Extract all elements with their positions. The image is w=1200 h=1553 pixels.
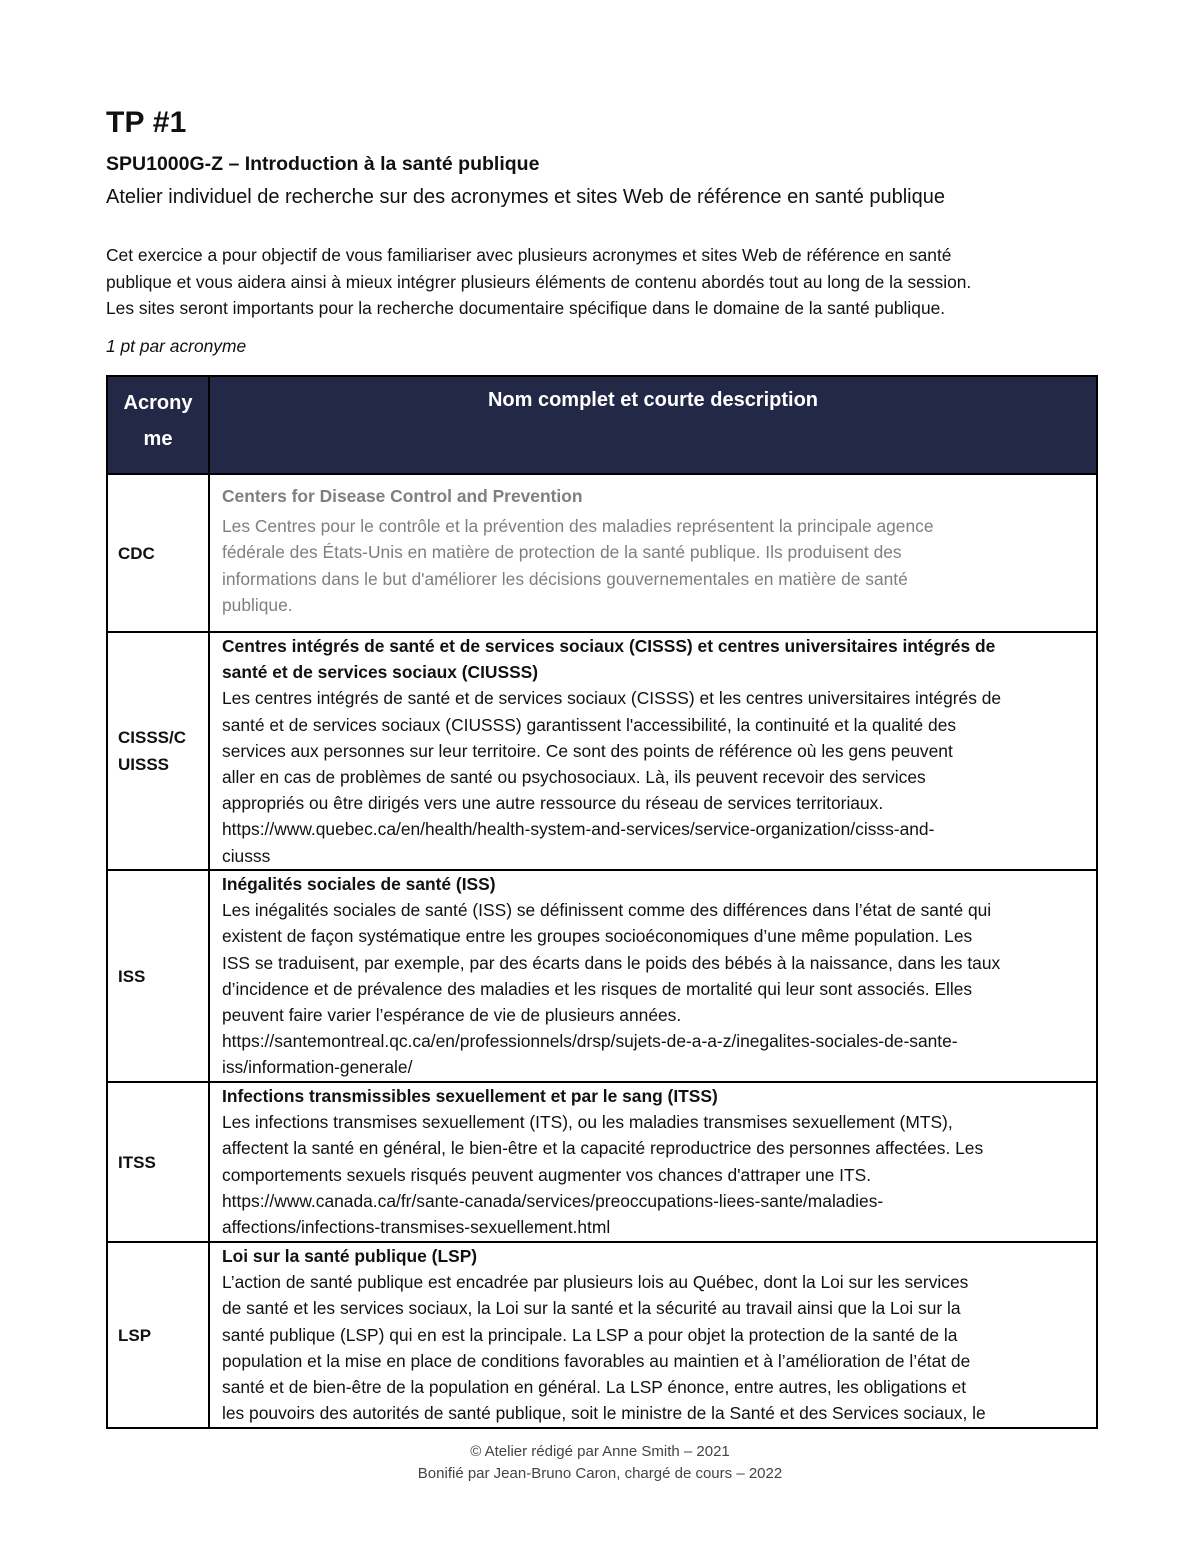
table-row-iss	[107, 870, 1097, 1082]
acronym-line: ISS	[118, 966, 146, 986]
reference-url: https://santemontreal.qc.ca/en/professionnels/drsp/sujets-de-a-a-z/inegalites-sociales-de-sante-	[222, 1031, 958, 1052]
description-line: aller en cas de problèmes de santé ou psychosociaux. Là, ils peuvent recevoir des services	[222, 767, 926, 788]
description-line: les pouvoirs des autorités de santé publique, soit le ministre de la Santé et des Services sociaux, le	[222, 1403, 986, 1424]
description-line: ISS se traduisent, par exemple, par des écarts dans le poids des bébés à la naissance, dans les taux	[222, 952, 1001, 973]
full-name: Centers for Disease Control and Prevention	[222, 486, 583, 506]
table-row-itss	[107, 1082, 1097, 1242]
table-row-cdc	[107, 474, 1097, 632]
description-cell	[209, 1242, 1097, 1428]
reference-url: affections/infections-transmises-sexuellement.html	[222, 1217, 611, 1238]
acronym-line: LSP	[118, 1325, 152, 1345]
workshop-subtitle: Atelier individuel de recherche sur des acronymes et sites Web de référence en santé publique	[106, 186, 945, 208]
description-line: santé et de services sociaux (CIUSSS) garantissent l'accessibilité, la continuité et la qualité des	[222, 714, 957, 735]
description-line: Les inégalités sociales de santé (ISS) se définissent comme des différences dans l’état de santé qui	[222, 900, 992, 921]
full-name: Loi sur la santé publique (LSP)	[222, 1246, 478, 1266]
reference-url: https://www.quebec.ca/en/health/health-system-and-services/service-organization/cisss-and-	[222, 819, 935, 840]
description-line: santé et de bien-être de la population en général. La LSP énonce, entre autres, les obligations et	[222, 1377, 967, 1398]
description-line: informations dans le but d'améliorer les décisions gouvernementales en matière de santé	[222, 568, 908, 589]
header-name-description: Nom complet et courte description	[209, 376, 1097, 474]
full-name: Centres intégrés de santé et de services sociaux (CISSS) et centres universitaires intégrés de	[222, 636, 996, 656]
acronym-cell	[107, 1082, 209, 1242]
description-line: services aux personnes sur leur territoire. Ce sont des points de référence où les gens peuvent	[222, 740, 953, 761]
description-line: Les centres intégrés de santé et de services sociaux (CISSS) et les centres universitaires intégrés de	[222, 688, 1002, 709]
table-row-lsp	[107, 1242, 1097, 1428]
description-line: comportements sexuels risqués peuvent augmenter vos chances d'attraper une ITS.	[222, 1164, 872, 1185]
description-line: affectent la santé en général, le bien-être et la capacité reproductrice des personnes affectées. Les	[222, 1138, 984, 1159]
header-acronym-line: Acrony	[123, 392, 193, 414]
full-name: Inégalités sociales de santé (ISS)	[222, 874, 496, 894]
description-line: santé publique (LSP) qui en est la principale. La LSP a pour objet la protection de la santé de la	[222, 1324, 958, 1345]
reference-url: ciusss	[222, 845, 271, 866]
intro-paragraph	[106, 242, 1106, 322]
description-cell	[209, 870, 1097, 1082]
description-line: d’incidence et de prévalence des maladies et les risques de mortalité qui leur sont associés. Elles	[222, 978, 973, 999]
header-acronym-line: me	[143, 428, 173, 450]
reference-url: iss/information-generale/	[222, 1057, 413, 1078]
full-name: santé et de services sociaux (CIUSSS)	[222, 662, 539, 683]
description-line: publique.	[222, 594, 293, 615]
intro-line: Les sites seront importants pour la recherche documentaire spécifique dans le domaine de la santé publique.	[106, 298, 946, 318]
document-title: TP #1	[106, 106, 187, 139]
course-title: SPU1000G-Z – Introduction à la santé publique	[106, 153, 540, 175]
description-line: de santé et les services sociaux, la Loi sur la santé et la sécurité au travail ainsi que la Loi sur la	[222, 1298, 961, 1319]
footer-credit-editor: Bonifié par Jean-Bruno Caron, chargé de cours – 2022	[417, 1465, 783, 1482]
acronym-cell	[107, 632, 209, 870]
points-note: 1 pt par acronyme	[106, 336, 247, 356]
description-cell	[209, 632, 1097, 870]
reference-url: https://www.canada.ca/fr/sante-canada/services/preoccupations-liees-sante/maladies-	[222, 1190, 884, 1211]
description-cell	[209, 474, 1097, 632]
description-line: peuvent faire varier l’espérance de vie de plusieurs années.	[222, 1005, 682, 1026]
intro-line: Cet exercice a pour objectif de vous familiariser avec plusieurs acronymes et sites Web de référence en santé	[106, 245, 952, 265]
full-name: Infections transmissibles sexuellement et par le sang (ITSS)	[222, 1086, 718, 1106]
acronym-cell	[107, 1242, 209, 1428]
description-cell	[209, 1082, 1097, 1242]
description-line: existent de façon systématique entre les groupes socioéconomiques d’une même population. Les	[222, 926, 973, 947]
acronym-line: CISSS/C	[118, 728, 187, 747]
acronym-cell	[107, 474, 209, 632]
acronym-line: ITSS	[118, 1152, 156, 1172]
header-acronym	[107, 376, 209, 474]
table-header-row	[107, 376, 1097, 474]
acronym-table	[106, 375, 1098, 1429]
description-line: Les infections transmises sexuellement (ITS), ou les maladies transmises sexuellement (MTS),	[222, 1112, 953, 1133]
description-line: L’action de santé publique est encadrée par plusieurs lois au Québec, dont la Loi sur les services	[222, 1272, 969, 1293]
description-line: Les Centres pour le contrôle et la prévention des maladies représentent la principale agence	[222, 516, 934, 537]
description-line: appropriés ou être dirigés vers une autre ressource du réseau de services territoriaux.	[222, 793, 884, 814]
acronym-cell	[107, 870, 209, 1082]
table-row-cisss-ciusss	[107, 632, 1097, 870]
description-line: population et la mise en place de conditions favorables au maintien et à l’amélioration de l’état de	[222, 1350, 971, 1371]
footer-credit-author: © Atelier rédigé par Anne Smith – 2021	[470, 1443, 730, 1460]
intro-line: publique et vous aidera ainsi à mieux intégrer plusieurs éléments de contenu abordés tout au long de la session.	[106, 271, 972, 292]
acronym-line: UISSS	[118, 755, 170, 774]
acronym-line: CDC	[118, 543, 155, 563]
description-line: fédérale des États-Unis en matière de protection de la santé publique. Ils produisent des	[222, 542, 902, 563]
